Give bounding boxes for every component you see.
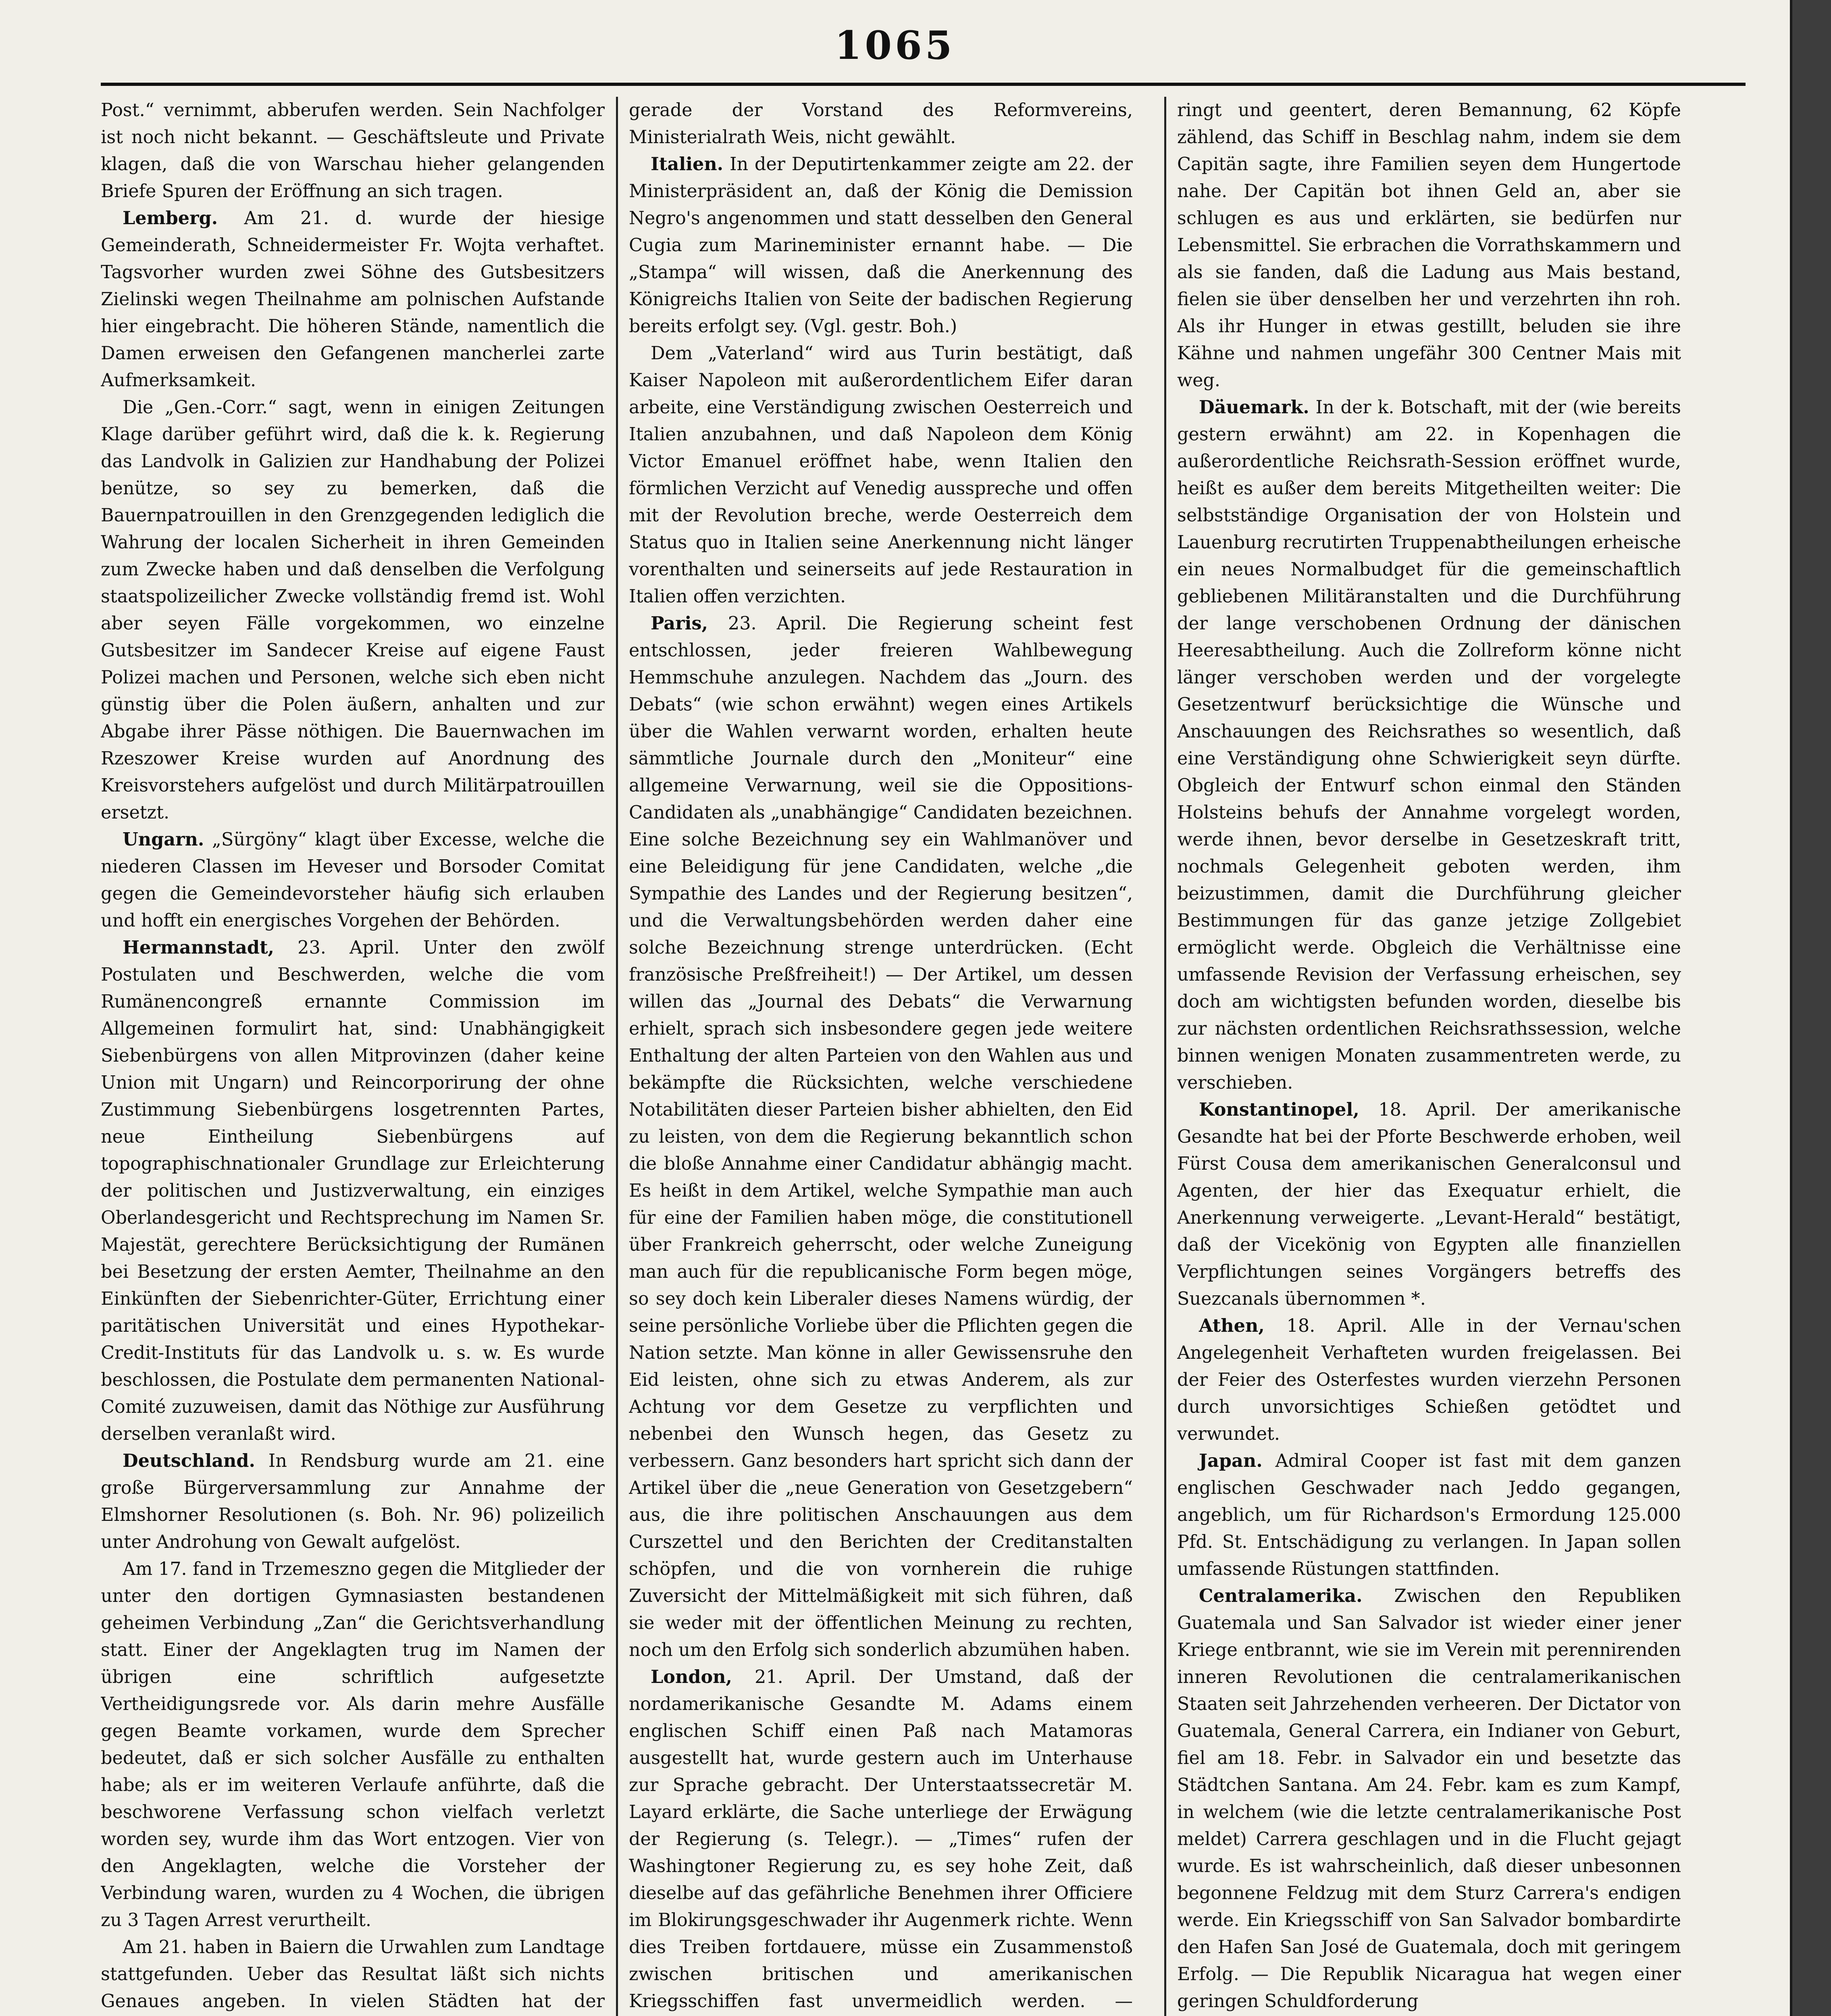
dateline: Paris, (651, 613, 708, 634)
column-2 (629, 97, 1133, 2016)
article-text: 21. April. Der Umstand, daß der nordamerikanische Gesandte M. Adams einem englischen Schiff einen Paß nach Matamoras ausgestellt hat, wurde gestern auch im Unterhause zur Sprache gebracht. Der Unterstaatssecretär M. Layard erklärte, die Sache unterliege der Erwägung der Regierung (s. Telegr.). — „Times“ rufen der Washingtoner Regierung zu, es sey hohe Zeit, daß dieselbe auf das gefährliche Benehmen ihrer Officiere im Blokirungsgeschwader ihr Augenmerk richte. Wenn dies Treiben fortdauere, müsse ein Zusammenstoß zwischen britischen und amerikanischen Kriegsschiffen fast unvermeidlich werden. — (629, 1667, 1133, 2012)
dateline: Italien. (651, 154, 724, 175)
article-paragraph: ringt und geentert, deren Bemannung, 62 Köpfe zählend, das Schiff in Beschlag nahm, indem sie dem Capitän sagte, ihre Familien seyen dem Hungertode nahe. Der Capitän bot ihnen Geld an, aber sie schlugen es aus und erklärten, sie bedürfen nur Lebensmittel. Sie erbrachen die Vorrathskammern und als sie fanden, daß die Ladung aus Mais bestand, fielen sie über denselben her und verzehrten ihn roh. Als ihr Hunger in etwas gestillt, beluden sie ihre Kähne und nahmen ungefähr 300 Centner Mais mit weg. (1177, 100, 1681, 391)
dateline: Deutschland. (123, 1450, 256, 1471)
article-text: Am 21. d. wurde der hiesige Gemeinderath, Schneidermeister Fr. Wojta verhaftet. Tagsvorher wurden zwei Söhne des Gutsbesitzers Zielinski wegen Theilnahme am polnischen Aufstande hier eingebracht. Die höheren Stände, namentlich die Damen erweisen den Gefangenen mancherlei zarte Aufmerksamkeit. (101, 208, 605, 391)
article-paragraph: Dem „Vaterland“ wird aus Turin bestätigt, daß Kaiser Napoleon mit außerordentlichem Eifer daran arbeite, eine Verständigung zwischen Oesterreich und Italien anzubahnen, und daß Napoleon dem König Victor Emanuel eröffnet habe, wenn Italien den förmlichen Verzicht auf Venedig ausspreche und offen mit der Revolution breche, werde Oesterreich dem Status quo in Italien seine Anerkennung nicht länger vorenthalten und seinerseits auf jede Restauration in Italien offen verzichten. (629, 343, 1133, 607)
article-paragraph: Am 21. haben in Baiern die Urwahlen zum Landtage stattgefunden. Ueber das Resultat läßt sich nichts Genaues angeben. In vielen Städten hat der (101, 1937, 605, 2012)
column-1 (101, 97, 605, 2016)
article-text: 18. April. Der amerikanische Gesandte hat bei der Pforte Beschwerde erhoben, weil Fürst Cousa dem amerikanischen Generalconsul und Agenten, der hier das Exequatur erhielt, die Anerkennung verweigerte. „Levant-Herald“ bestätigt, daß der Vicekönig von Egypten alle finanziellen Verpflichtungen seines Vorgängers betreffs des Suezcanals übernommen *. (1177, 1100, 1681, 1309)
article-paris (629, 610, 1133, 1664)
article-athen (1177, 1312, 1681, 1447)
article-daenemark (1177, 394, 1681, 1096)
article-centralamerika (1177, 1583, 1681, 2015)
dateline: Konstantinopel, (1199, 1099, 1359, 1120)
dateline: Ungarn. (123, 829, 204, 850)
article-deutschland (101, 1447, 605, 1556)
column-3 (1177, 97, 1681, 2016)
dateline: Japan. (1199, 1450, 1263, 1471)
article-ungarn (101, 826, 605, 934)
dateline: Centralamerika. (1199, 1585, 1363, 1606)
article-lemberg (101, 205, 605, 394)
article-text: Zwischen den Republiken Guatemala und San Salvador ist wieder einer jener Kriege entbrannt, wie sie im Verein mit perennirenden inneren Revolutionen die centralamerikanischen Staaten seit Jahrzehenden verheeren. Der Dictator von Guatemala, General Carrera, ein Indianer von Geburt, fiel am 18. Febr. in Salvador ein und besetzte das Städtchen Santana. Am 24. Febr. kam es zum Kampf, in welchem (wie die letzte centralamerikanische Post meldet) Carrera geschlagen und in die Flucht gejagt wurde. Es ist wahrscheinlich, daß dieser unbesonnen begonnene Feldzug mit dem Sturz Carrera's endigen werde. Ein Kriegsschiff von San Salvador bombardirte den Hafen San José de Guatemala, doch mit geringem Erfolg. — Die Republik Nicaragua hat wegen einer geringen Schuldforderung (1177, 1586, 1681, 2012)
dateline: Hermannstadt, (123, 937, 275, 958)
dateline: London, (651, 1666, 732, 1687)
article-text: 18. April. Alle in der Vernau'schen Angelegenheit Verhafteten wurden freigelassen. Bei der Feier des Osterfestes wurden vierzehn Personen durch unvorsichtiges Schießen getödtet und verwundet. (1177, 1316, 1681, 1444)
article-text: „Sürgöny“ klagt über Excesse, welche die niederen Classen im Heveser und Borsoder Comitat gegen die Gemeindevorsteher häufig sich erlauben und hofft ein energisches Vorgehen der Behörden. (101, 829, 605, 931)
article-konstantinopel (1177, 1096, 1681, 1312)
column-divider (616, 97, 618, 2016)
article-text: In der k. Botschaft, mit der (wie bereits gestern erwähnt) am 22. in Kopenhagen die außerordentliche Reichsrath-Session eröffnet wurde, heißt es außer dem bereits Mitgetheilten weiter: Die selbstständige Organisation der von Holstein und Lauenburg recrutirten Truppenabtheilungen erheische ein neues Normalbudget für die gemeinschaftlich gebliebenen Militäranstalten und die Durchführung der lange verschobenen Ordnung der dänischen Heeresabtheilung. Auch die Zollreform könne nicht länger verschoben werden und der vorgelegte Gesetzentwurf berücksichtige die Wünsche und Anschauungen des Reichsrathes so wesentlich, daß eine Verständigung ohne Schwierigkeit seyn dürfte. Obgleich der Entwurf schon einmal den Ständen Holsteins behufs der Annahme vorgelegt worden, werde ihnen, bevor derselbe in Gesetzeskraft tritt, nochmals Gelegenheit geboten werden, ihm beizustimmen, damit die Durchführung gleicher Bestimmungen für das ganze jetzige Zollgebiet ermöglicht werde. Obgleich die Verhältnisse eine umfassende Revision der Verfassung erheischen, sey doch am wichtigsten befunden worden, dieselbe bis zur nächsten ordentlichen Reichsrathssession, welche binnen wenigen Monaten zusammentreten werde, zu verschieben. (1177, 397, 1681, 1093)
column-divider (1164, 97, 1166, 2016)
article-text: In Rendsburg wurde am 21. eine große Bürgerversammlung zur Annahme der Elmshorner Resolutionen (s. Boh. Nr. 96) polizeilich unter Androhung von Gewalt aufgelöst. (101, 1451, 605, 1552)
article-paragraph: gerade der Vorstand des Reformvereins, Ministerialrath Weis, nicht gewählt. (629, 100, 1133, 148)
header-rule (101, 83, 1746, 86)
page-number: 1065 (834, 23, 955, 68)
dateline: Athen, (1199, 1315, 1265, 1336)
dateline: Lemberg. (123, 208, 218, 229)
article-text: In der Deputirtenkammer zeigte am 22. der Ministerpräsident an, daß der König die Demission Negro's angenommen und statt desselben den General Cugia zum Marineminister ernannt habe. — Die „Stampa“ will wissen, daß die Anerkennung des Königreichs Italien von Seite der badischen Regierung bereits erfolgt sey. (Vgl. gestr. Boh.) (629, 154, 1133, 337)
article-italien (629, 151, 1133, 340)
article-text: 23. April. Die Regierung scheint fest entschlossen, jeder freieren Wahlbewegung Hemmschuhe anzulegen. Nachdem das „Journ. des Debats“ (wie schon erwähnt) wegen eines Artikels über die Wahlen verwarnt worden, erhalten heute sämmtliche Journale durch den „Moniteur“ eine allgemeine Verwarnung, weil sie die Oppositions-Candidaten als „unabhängige“ Candidaten bezeichnen. Eine solche Bezeichnung sey ein Wahlmanöver und eine Beleidigung für jene Candidaten, welche „die Sympathie des Landes und der Regierung besitzen“, und die Verwaltungsbehörden werden daher eine solche Bezeichnung strenge unterdrücken. (Echt französische Preßfreiheit!) — Der Artikel, um dessen willen das „Journal des Debats“ die Verwarnung erhielt, sprach sich insbesondere gegen jede weitere Enthaltung der alten Parteien von den Wahlen aus und bekämpfte die Rücksichten, welche verschiedene Notabilitäten dieser Parteien bisher abhielten, den Eid zu leisten, von dem die Regierung bekanntlich schon die bloße Annahme einer Candidatur abhängig macht. Es heißt in dem Artikel, welche Sympathie man auch für eine der Familien haben möge, die constitutionell über Frankreich geherrscht, oder welche Zuneigung man auch für die republicanische Form begen möge, so sey doch kein Liberaler dieses Namens würdig, der seine persönliche Vorliebe über die Pflichten gegen die Nation setzte. Man könne in aller Gewissensruhe den Eid leisten, ohne sich zu etwas Anderem, als zur Achtung vor dem Gesetze zu verpflichten und nebenbei den Wunsch hegen, das Gesetz zu verbessern. Ganz besonders hart spricht sich dann der Artikel über die „neue Generation von Gesetzgebern“ aus, die ihre politischen Anschauungen aus dem Curszettel und den Berichten der Creditanstalten schöpfen, und die von vornherein die ruhige Zuversicht der Mittelmäßigkeit mit sich führen, daß sie weder mit der öffentlichen Meinung zu rechten, noch um den Erfolg sich sonderlich abzumühen haben. (629, 613, 1133, 1660)
article-hermannstadt (101, 934, 605, 1447)
binding-margin (1790, 0, 1831, 2016)
dateline: Däuemark. (1199, 397, 1309, 418)
article-text: 23. April. Unter den zwölf Postulaten und Beschwerden, welche die vom Rumänencongreß ernannte Commission im Allgemeinen formulirt hat, sind: Unabhängigkeit Siebenbürgens von allen Mitprovinzen (daher keine Union mit Ungarn) und Reincorporirung der ohne Zustimmung Siebenbürgens losgetrennten Partes, neue Eintheilung Siebenbürgens auf topographischnationaler Grundlage zur Erleichterung der politischen und Justizverwaltung, ein einziges Oberlandesgericht und Rechtsprechung im Namen Sr. Majestät, gerechtere Berücksichtigung der Rumänen bei Besetzung der ersten Aemter, Theilnahme an den Einkünften der Siebenrichter-Güter, Errichtung einer paritätischen Universität und eines Hypothekar-Credit-Instituts für das Landvolk u. s. w. Es wurde beschlossen, die Postulate dem permanenten National-Comité zuzuweisen, damit das Nöthige zur Ausführung derselben veranlaßt wird. (101, 937, 605, 1444)
article-text: Admiral Cooper ist fast mit dem ganzen englischen Geschwader nach Jeddo gegangen, angeblich, um für Richardson's Ermordung 125.000 Pfd. St. Entschädigung zu verlangen. In Japan sollen umfassende Rüstungen stattfinden. (1177, 1451, 1681, 1579)
article-paragraph: Post.“ vernimmt, abberufen werden. Sein Nachfolger ist noch nicht bekannt. — Geschäftsleute und Private klagen, daß die von Warschau hieher gelangenden Briefe Spuren der Eröffnung an sich tragen. (101, 100, 605, 202)
article-paragraph: Am 17. fand in Trzemeszno gegen die Mitglieder der unter den dortigen Gymnasiasten bestandenen geheimen Verbindung „Zan“ die Gerichtsverhandlung statt. Einer der Angeklagten trug im Namen der übrigen eine schriftlich aufgesetzte Vertheidigungsrede vor. Als darin mehre Ausfälle gegen Beamte vorkamen, wurde dem Sprecher bedeutet, daß er sich solcher Ausfälle zu enthalten habe; als er im weiteren Verlaufe anführte, daß die beschworene Verfassung schon vielfach verletzt worden sey, wurde ihm das Wort entzogen. Vier von den Angeklagten, welche die Vorsteher der Verbindung waren, wurden zu 4 Wochen, die übrigen zu 3 Tagen Arrest verurtheilt. (101, 1559, 605, 1931)
article-london (629, 1664, 1133, 2016)
article-paragraph: Die „Gen.-Corr.“ sagt, wenn in einigen Zeitungen Klage darüber geführt wird, daß die k. k. Regierung das Landvolk in Galizien zur Handhabung der Polizei benütze, so sey zu bemerken, daß die Bauernpatrouillen in den Grenzgegenden lediglich die Wahrung der localen Sicherheit in ihren Gemeinden zum Zwecke haben und daß denselben die Verfolgung staatspolizeilicher Zwecke vollständig fremd ist. Wohl aber seyen Fälle vorgekommen, wo einzelne Gutsbesitzer im Sandecer Kreise auf eigene Faust Polizei machen und Personen, welche sich eben nicht günstig über die Polen äußern, anhalten und zur Abgabe ihrer Pässe nöthigen. Die Bauernwachen im Rzeszower Kreise wurden auf Anordnung des Kreisvorstehers aufgelöst und durch Militärpatrouillen ersetzt. (101, 397, 605, 823)
article-japan (1177, 1447, 1681, 1583)
